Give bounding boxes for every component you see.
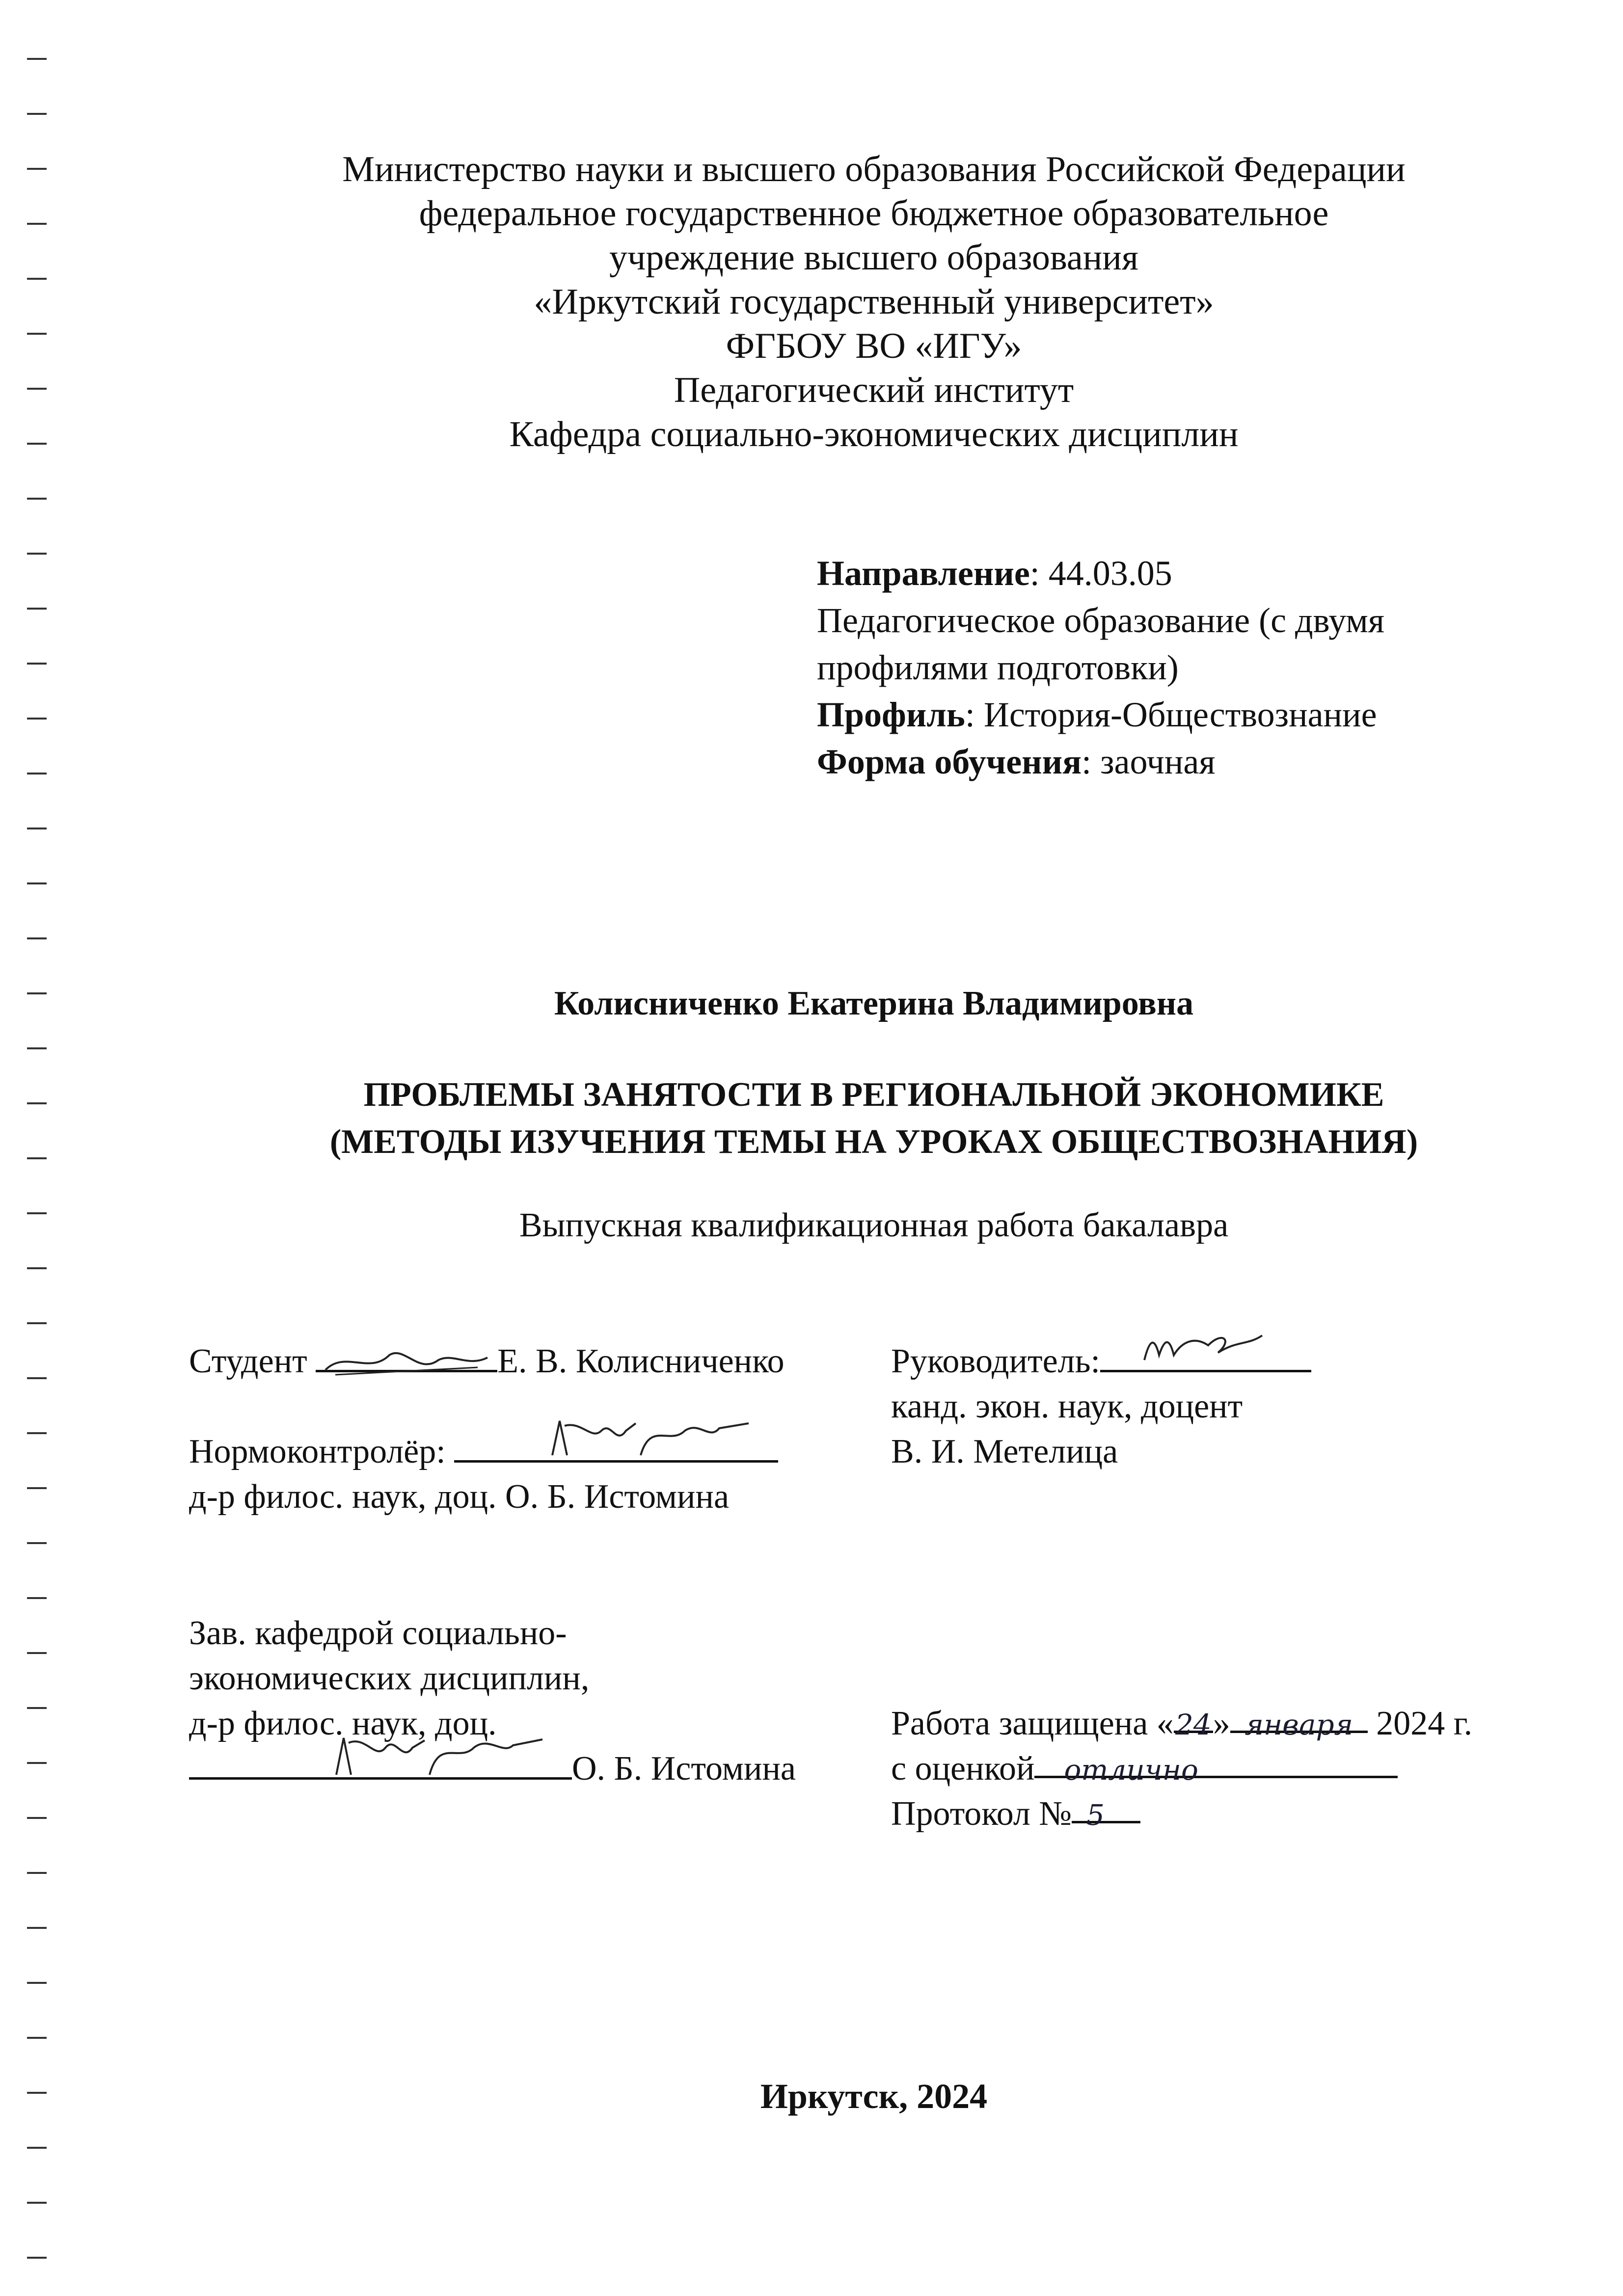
normcontrol-signature: [454, 1411, 778, 1460]
defense-block: [891, 1701, 1472, 1837]
profile-label: Профиль: [817, 695, 965, 734]
thesis-title-line-1: ПРОБЛЕМЫ ЗАНЯТОСТИ В РЕГИОНАЛЬНОЙ ЭКОНОМИКЕ: [363, 1076, 1384, 1114]
protocol-number: 5: [1086, 1798, 1105, 1832]
direction-label: Направление: [817, 554, 1030, 593]
thesis-title: [162, 1071, 1586, 1166]
normcontrol-signature-line: [454, 1431, 778, 1463]
binding-edge-marks: [0, 0, 54, 2296]
supervisor-block: [891, 1339, 1311, 1474]
university-name: «Иркутский государственный университет»: [534, 282, 1214, 322]
student-signature-line: [316, 1340, 497, 1372]
normcontrol-label: Нормоконтролёр:: [189, 1433, 446, 1470]
author-name: Колисниченко Екатерина Владимировна: [554, 985, 1194, 1022]
institute-name: Педагогический институт: [674, 370, 1074, 410]
head-signature-line: [189, 1748, 572, 1780]
program-info: [817, 550, 1553, 785]
department-name: Кафедра социально-экономических дисциплин: [509, 414, 1239, 454]
head-title-line-1: Зав. кафедрой социально-: [189, 1614, 567, 1652]
student-block: [189, 1339, 784, 1384]
institution-type-line-2: учреждение высшего образования: [609, 238, 1138, 278]
direction-desc-2: профилями подготовки): [817, 648, 1179, 687]
institution-type-line: федеральное государственное бюджетное образовательное: [419, 193, 1329, 234]
defense-year: 2024 г.: [1367, 1705, 1473, 1742]
head-signature: [189, 1726, 572, 1780]
work-type: Выпускная квалификационная работа бакалавра: [519, 1206, 1229, 1244]
direction-code: : 44.03.05: [1029, 554, 1172, 593]
ministry-line: Министерство науки и высшего образования Российской Федерации: [342, 149, 1406, 189]
supervisor-label: Руководитель:: [891, 1342, 1100, 1380]
profile-value: : История-Обществознание: [965, 695, 1377, 734]
thesis-title-line-2: (МЕТОДЫ ИЗУЧЕНИЯ ТЕМЫ НА УРОКАХ ОБЩЕСТВОЗНАНИЯ): [329, 1123, 1418, 1161]
grade-line: [1034, 1746, 1398, 1787]
head-title-line-3: д-р филос. наук, доц.: [189, 1705, 497, 1742]
normcontrol-block: [189, 1429, 778, 1520]
defense-month-line: [1230, 1701, 1368, 1741]
supervisor-degree: канд. экон. наук, доцент: [891, 1388, 1243, 1425]
city-year: Иркутск, 2024: [760, 2077, 988, 2116]
university-abbr: ФГБОУ ВО «ИГУ»: [726, 326, 1022, 366]
head-title-line-2: экономических дисциплин,: [189, 1659, 590, 1697]
direction-desc-1: Педагогическое образование (с двумя: [817, 601, 1384, 640]
student-name: Е. В. Колисниченко: [497, 1342, 784, 1380]
defense-prefix: Работа защищена «: [891, 1705, 1174, 1742]
student-label: Студент: [189, 1342, 307, 1380]
protocol-label: Протокол №: [891, 1795, 1072, 1833]
grade-value: отлично: [1064, 1753, 1198, 1787]
head-name: О. Б. Истомина: [572, 1750, 796, 1788]
defense-day-line: [1174, 1701, 1213, 1741]
supervisor-signature-line: [1100, 1340, 1311, 1372]
student-signature: [316, 1340, 497, 1385]
study-form-value: : заочная: [1082, 742, 1216, 781]
institution-header: [162, 147, 1586, 456]
defense-day: 24: [1175, 1708, 1212, 1741]
normcontrol-details: д-р филос. наук, доц. О. Б. Истомина: [189, 1478, 730, 1516]
defense-month: января: [1244, 1708, 1353, 1741]
supervisor-name: В. И. Метелица: [891, 1433, 1118, 1470]
grade-label: с оценкой: [891, 1750, 1035, 1788]
supervisor-signature: [1100, 1326, 1311, 1370]
department-head-block: [189, 1611, 796, 1791]
defense-quote: »: [1213, 1705, 1230, 1742]
protocol-line: [1072, 1791, 1140, 1832]
study-form-label: Форма обучения: [817, 742, 1082, 781]
